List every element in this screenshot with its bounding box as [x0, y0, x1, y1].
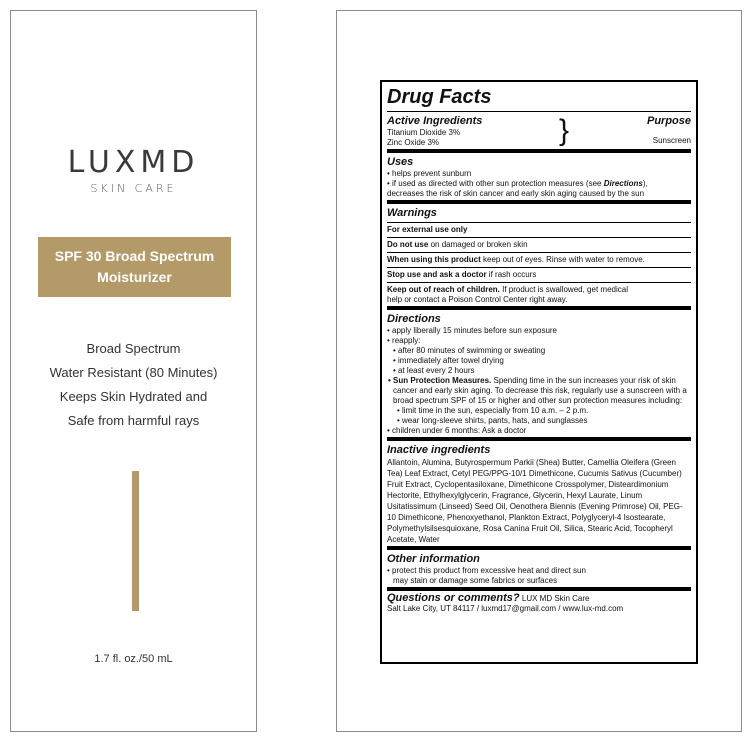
decorative-gold-bar — [132, 471, 139, 611]
divider — [387, 546, 691, 550]
drug-facts-box — [380, 80, 698, 664]
direction-subitem: • immediately after towel drying — [393, 356, 504, 365]
other-info-item: • protect this product from excessive heat and direct sun — [387, 566, 586, 575]
directions-heading: Directions — [387, 313, 441, 325]
claim: Broad Spectrum — [86, 341, 181, 356]
product-name-line1: SPF 30 Broad Spectrum — [54, 248, 215, 264]
warning-external: For external use only — [387, 225, 468, 234]
product-name-line2: Moisturizer — [97, 269, 172, 285]
direction-item: • children under 6 months: Ask a doctor — [387, 426, 527, 435]
uses-item: • helps prevent sunburn — [387, 169, 472, 178]
questions-line: Questions or comments? LUX MD Skin Care — [387, 592, 590, 604]
direction-subitem: • after 80 minutes of swimming or sweating — [393, 346, 546, 355]
warning-keep-out: Keep out of reach of children. If product is swallowed, get medical — [387, 285, 628, 294]
uses-item: decreases the risk of skin cancer and early skin aging caused by the sun — [387, 189, 645, 198]
front-label-panel — [10, 10, 257, 732]
claim: Safe from harmful rays — [67, 413, 200, 428]
purpose-value: Sunscreen — [652, 136, 691, 145]
product-claims — [11, 337, 256, 433]
other-info-heading: Other information — [387, 553, 480, 565]
divider — [387, 587, 691, 591]
brand-subtitle: SKIN CARE — [90, 182, 177, 195]
claim: Water Resistant (80 Minutes) — [49, 365, 218, 380]
active-ingredients-section — [387, 114, 691, 148]
warning-when-using: When using this product keep out of eyes. Rinse with water to remove. — [387, 255, 645, 264]
direction-subitem: • limit time in the sun, especially from 10 a.m. – 2 p.m. — [397, 406, 589, 415]
net-contents: 1.7 fl. oz./50 mL — [94, 653, 173, 665]
inactive-heading: Inactive ingredients — [387, 444, 491, 456]
direction-item: • apply liberally 15 minutes before sun exposure — [387, 326, 558, 335]
divider — [387, 437, 691, 441]
inactive-ingredients: Allantoin, Alumina, Butyrospermum Parkii (Shea) Butter, Camellia Oleifera (Green Tea) Leaf Extract, Cetyl PEG/PPG-10/1 Dimethicone, Cucumis Sativus (Cucumber) Fruit Extract, Cyclopentasiloxane, Dimethicone Crosspolymer, Disteardimonium Hectorite, Ethylhexylglycerin, Fragrance, Glycerin, Hexyl Laurate, Linum Usitatissimum (Linseed) Seed Oil, Oenothera Biennis (Evening Primrose) Oil, PEG-10 Dimethicone, Phenoxyethanol, Plankton Extract, Polyglyceryl-4 Isostearate, Polymethylsilsesquioxane, Rosa Canina Fruit Oil, Silica, Stearic Acid, Tocopheryl Acetate, Water — [387, 458, 683, 544]
divider — [387, 200, 691, 204]
other-info-item: may stain or damage some fabrics or surfaces — [393, 576, 558, 585]
contact-info: Salt Lake City, UT 84117 / luxmd17@gmail.com / www.lux-md.com — [387, 604, 624, 613]
active-ingredient: Zinc Oxide 3% — [387, 138, 440, 147]
warning-keep-out-cont: help or contact a Poison Control Center right away. — [387, 295, 568, 304]
brace-symbol: } — [558, 114, 570, 147]
warning-do-not-use: Do not use on damaged or broken skin — [387, 240, 528, 249]
active-ingredients-heading: Active Ingredients — [387, 115, 483, 127]
direction-item: • reapply: — [387, 336, 421, 345]
direction-subitem: • at least every 2 hours — [393, 366, 475, 375]
direction-subitem: • wear long-sleeve shirts, pants, hats, and sunglasses — [397, 416, 588, 425]
brand-logo: LUXMD — [67, 145, 200, 180]
divider — [387, 111, 691, 112]
back-label-panel — [336, 10, 742, 732]
divider — [387, 149, 691, 153]
drug-facts-title: Drug Facts — [387, 86, 492, 108]
direction-item: • Sun Protection Measures. Spending time in the sun increases your risk of skin cancer and early skin aging. To decrease this risk, regularly use a sunscreen with a broad spectrum SPF of 15 or higher and other sun protection measures including: — [388, 376, 687, 405]
claim: Keeps Skin Hydrated and — [59, 389, 208, 404]
active-ingredient: Titanium Dioxide 3% — [387, 128, 461, 137]
warning-stop-use: Stop use and ask a doctor if rash occurs — [387, 270, 537, 279]
purpose-heading: Purpose — [646, 115, 691, 127]
uses-heading: Uses — [387, 156, 414, 168]
divider — [387, 306, 691, 310]
uses-item: • if used as directed with other sun protection measures (see Directions), — [387, 179, 648, 188]
product-name-band — [38, 237, 231, 297]
warnings-heading: Warnings — [387, 207, 437, 219]
